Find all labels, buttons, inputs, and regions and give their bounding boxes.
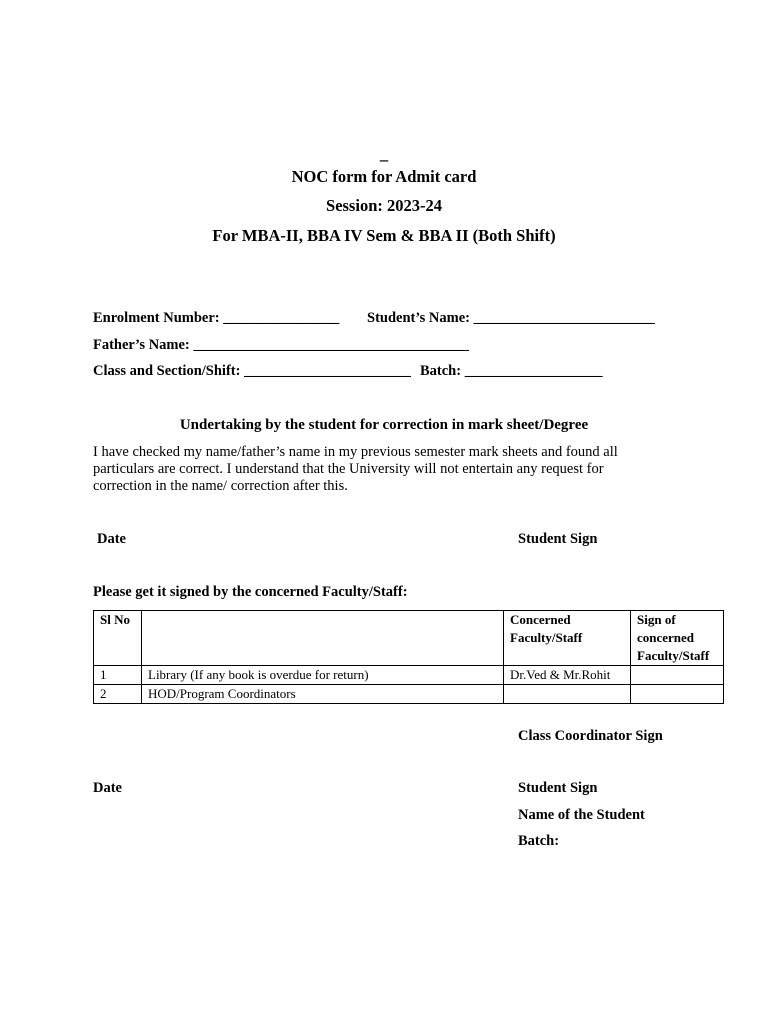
- footer-date-label: Date: [93, 780, 122, 796]
- table-header-row: [94, 611, 724, 666]
- cell-item: HOD/Program Coordinators: [142, 685, 504, 704]
- student-name-field: Student’s Name: _________________________: [367, 310, 655, 326]
- table-row: [94, 666, 724, 685]
- cell-sign: [631, 666, 724, 685]
- cell-sl-no: 1: [94, 666, 142, 685]
- undertaking-line: I have checked my name/father’s name in my previous semester mark sheets and found all: [93, 444, 618, 460]
- header-item: [142, 611, 504, 666]
- batch-field: Batch: ___________________: [420, 363, 603, 379]
- session-line: Session: 2023-24: [326, 196, 442, 215]
- cell-concerned-faculty: [504, 685, 631, 704]
- cell-sl-no: 2: [94, 685, 142, 704]
- undertaking-student-sign: Student Sign: [518, 531, 598, 547]
- signature-table: [93, 610, 724, 704]
- instruction-text: Please get it signed by the concerned Faculty/Staff:: [93, 584, 408, 600]
- table-row: [94, 685, 724, 704]
- footer-batch: Batch:: [518, 833, 560, 849]
- enrolment-field: Enrolment Number: ________________: [93, 310, 340, 326]
- cell-item: Library (If any book is overdue for return): [142, 666, 504, 685]
- footer-student-sign: Student Sign: [518, 780, 598, 796]
- form-title: NOC form for Admit card: [291, 167, 477, 186]
- header-dash: _: [379, 144, 389, 163]
- father-name-field: Father’s Name: ______________________________________: [93, 337, 469, 353]
- undertaking-heading: Undertaking by the student for correction in mark sheet/Degree: [179, 417, 589, 433]
- cell-sign: [631, 685, 724, 704]
- footer-student-name: Name of the Student: [518, 807, 645, 823]
- class-section-field: Class and Section/Shift: _______________________: [93, 363, 411, 379]
- header-concerned-faculty: Concerned Faculty/Staff: [504, 611, 631, 666]
- class-coordinator-sign: Class Coordinator Sign: [518, 728, 663, 744]
- undertaking-line: particulars are correct. I understand that the University will not entertain any request for: [93, 461, 604, 477]
- undertaking-paragraph: [93, 444, 673, 495]
- program-line: For MBA-II, BBA IV Sem & BBA II (Both Shift): [212, 226, 556, 245]
- header-sign-of-faculty: Sign of concerned Faculty/Staff: [631, 611, 724, 666]
- undertaking-date-label: Date: [97, 531, 126, 547]
- header-sl-no: Sl No: [94, 611, 142, 666]
- cell-concerned-faculty: Dr.Ved & Mr.Rohit: [504, 666, 631, 685]
- undertaking-line: correction in the name/ correction after this.: [93, 478, 348, 494]
